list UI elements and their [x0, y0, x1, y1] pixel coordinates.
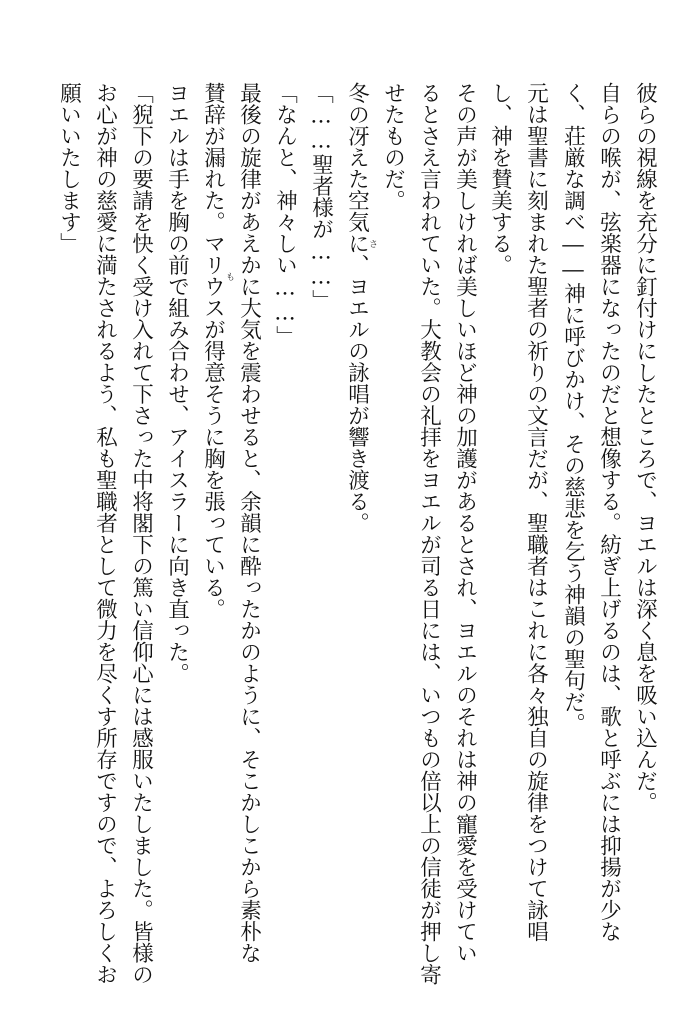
- ruby-mo: も: [226, 273, 236, 283]
- text-column-15: 「猊下の要請を快く受け入れて下さった中将閣下の篤い信仰心には感服いたしました。皆様の: [128, 82, 154, 985]
- text-column-3: く、荘厳な調べ――神に呼びかけ、その慈悲を乞う神韻の聖句だ。: [560, 82, 586, 734]
- text-column-10: 「……聖者様が……」: [308, 82, 334, 311]
- text-column-14: ヨエルは手を胸の前で組み合わせ、アイスラーに向き直った。: [164, 82, 190, 684]
- text-column-2: 自らの喉が、弦楽器になったのだと想像する。紡ぎ上げるのは、歌と呼ぶには抑揚が少な: [596, 82, 622, 942]
- text-column-5: し、神を賛美する。: [487, 82, 513, 276]
- text-column-9: 冬の冴えた空気に、ヨエルの詠唱が響き渡る。: [344, 82, 370, 534]
- ruby-sae: さ: [369, 240, 379, 250]
- text-column-7: るとさえ言われていた。大教会の礼拝をヨエルが司る日には、いつもの倍以上の信徒が押し寄: [416, 82, 442, 985]
- text-column-1: 彼らの視線を充分に釘付けにしたところで、ヨエルは深く息を吸い込んだ。: [632, 82, 658, 813]
- text-column-17: 願いいたします」: [56, 82, 82, 254]
- text-column-6: その声が美しければ美しいほど神の加護があるとされ、ヨエルのそれは神の寵愛を受けてい: [452, 82, 478, 964]
- text-column-16: お心が神の慈愛に満たされるよう、私も聖職者として微力を尽くす所存ですので、よろしくお: [92, 82, 118, 985]
- text-column-11: 「なんと、神々しい……」: [272, 82, 298, 347]
- text-column-8: せたものだ。: [380, 82, 406, 211]
- text-column-4: 元は聖書に刻まれた聖者の祈りの文言だが、聖職者はこれに各々独自の旋律をつけて詠唱: [523, 82, 549, 942]
- text-column-12: 最後の旋律があえかに大気を震わせると、余韻に酔ったかのように、そこかしこから素朴な: [236, 82, 262, 964]
- text-column-13: 賛辞が漏れた。マリウスが得意そうに胸を張っている。: [200, 82, 226, 620]
